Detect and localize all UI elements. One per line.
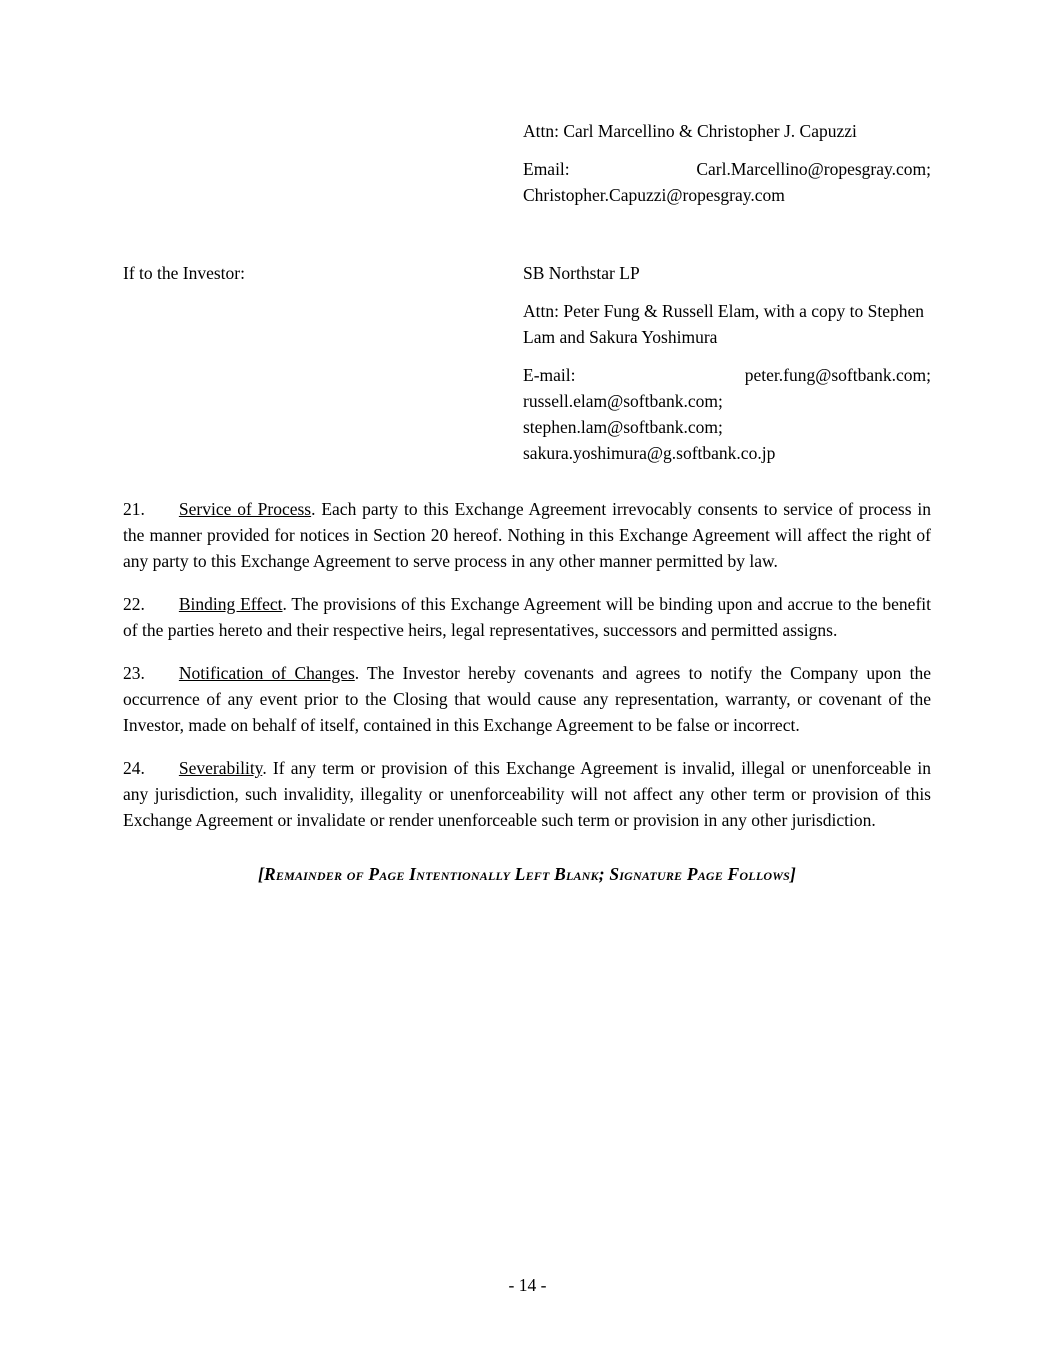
investor-attn-block <box>523 298 931 350</box>
investor-row <box>123 260 931 286</box>
investor-email-address-1: peter.fung@softbank.com; <box>744 365 931 385</box>
section-22-number: 22. <box>123 594 145 614</box>
section-22-title: Binding Effect <box>178 594 283 614</box>
section-21 <box>123 496 931 574</box>
ropes-email-address-2: Christopher.Capuzzi@ropesgray.com <box>523 185 785 205</box>
ropes-email-label: Email: <box>523 159 570 179</box>
investor-email-address-4: sakura.yoshimura@g.softbank.co.jp <box>523 443 776 463</box>
investor-email-label: E-mail: <box>523 365 576 385</box>
section-23-title: Notification of Changes <box>178 663 355 683</box>
section-24-body: . If any term or provision of this Exchange Agreement is invalid, illegal or unenforceable in any jurisdiction, such invalidity, illegality or unenforceability will not affect any other term or provision of this Exchange Agreement or invalidate or render unenforceable such term or provision in any other jurisdiction. <box>123 758 931 830</box>
investor-email-block <box>523 362 931 466</box>
section-21-title: Service of Process <box>178 499 312 519</box>
section-22-body: . The provisions of this Exchange Agreement will be binding upon and accrue to the benefit of the parties hereto and their respective heirs, legal representatives, successors and permitted assigns. <box>123 594 931 640</box>
section-23 <box>123 660 931 738</box>
section-24 <box>123 755 931 833</box>
section-23-number: 23. <box>123 663 145 683</box>
investor-name: SB Northstar LP <box>523 263 640 283</box>
investor-email-line-1 <box>523 362 931 388</box>
section-24-number: 24. <box>123 758 145 778</box>
remainder-note: [Remainder of Page Intentionally Left Blank; Signature Page Follows] <box>258 864 796 884</box>
investor-email-address-2: russell.elam@softbank.com; <box>523 391 723 411</box>
ropes-email-block <box>523 156 931 208</box>
section-22 <box>123 591 931 643</box>
ropes-email-address-1: Carl.Marcellino@ropesgray.com; <box>696 159 931 179</box>
section-23-body: . The Investor hereby covenants and agrees to notify the Company upon the occurrence of any event prior to the Closing that would cause any representation, warranty, or covenant of the Investor, made on behalf of itself, contained in this Exchange Agreement to be false or incorrect. <box>123 663 931 735</box>
section-21-body: . Each party to this Exchange Agreement irrevocably consents to service of process in the manner provided for notices in Section 20 hereof. Nothing in this Exchange Agreement will affect the right of any party to this Exchange Agreement to serve process in any other manner permitted by law. <box>123 499 931 571</box>
section-24-title: Severability <box>178 758 263 778</box>
ropes-contact-block <box>523 118 931 208</box>
section-21-number: 21. <box>123 499 145 519</box>
investor-email-address-3: stephen.lam@softbank.com; <box>523 417 723 437</box>
ropes-email-line-1 <box>523 156 931 182</box>
investor-label: If to the Investor: <box>123 263 245 283</box>
investor-attn-line: Attn: Peter Fung & Russell Elam, with a copy to Stephen Lam and Sakura Yoshimura <box>523 301 925 347</box>
page-number: - 14 - <box>508 1275 547 1295</box>
ropes-attn-line: Attn: Carl Marcellino & Christopher J. Capuzzi <box>523 121 857 141</box>
